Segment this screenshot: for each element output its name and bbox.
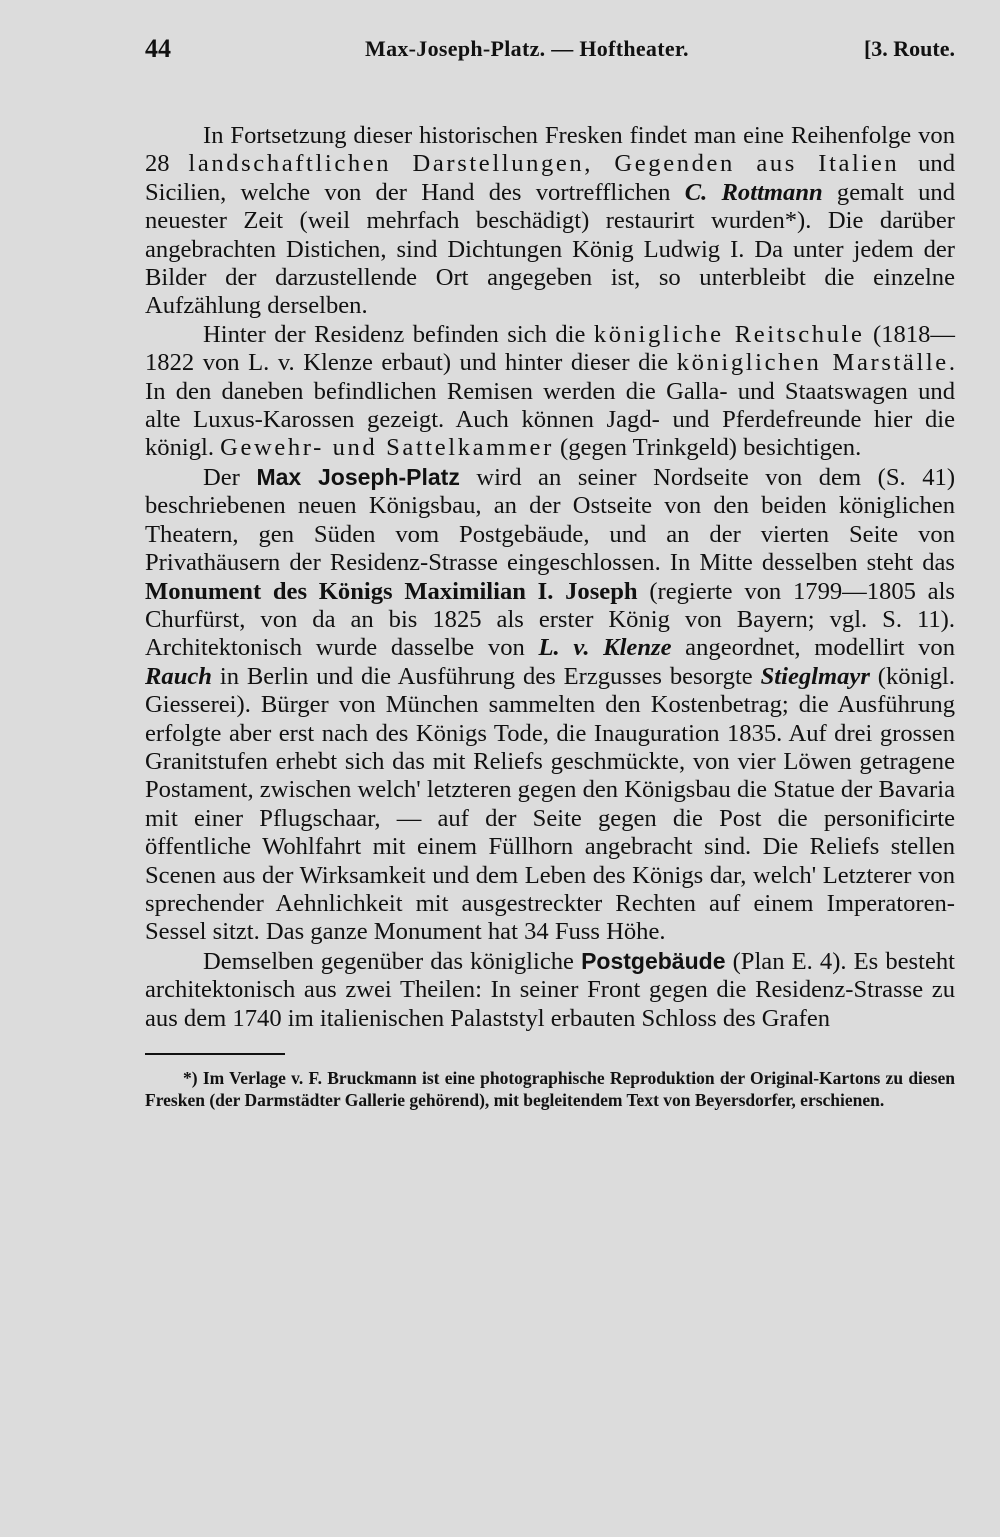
text-run: In Fortsetzung dieser historischen Fresken findet man eine Reihenfolge von 28: [145, 122, 955, 178]
text-run: wird an seiner Nordseite von dem (S. 41) beschriebenen neuen Königsbau, an der Ostseite von den beiden königlichen Theatern, gen Süden vom Postgebäude, und an der vierten Seite von Privathäusern der Residenz-Strasse eingeschlossen. In Mitte desselben steht das: [145, 463, 956, 577]
footnote: *) Im Verlage v. F. Bruckmann ist eine photographische Reproduktion der Original-Kartons zu diesen Fresken (der Darmstädter Gallerie gehörend), mit begleitendem Text von Beyersdorfer, erschienen.: [145, 1068, 955, 1110]
text-run: (königl. Giesserei). Bürger von München sammelten den Kostenbetrag; die Ausführung erfolgte aber erst nach des Königs Tode, die Inauguration 1835. Auf drei grossen Granitstufen erhebt sich das mit Reliefs geschmückte, von vier Löwen getragene Postament, zwischen welch' letzteren gegen den Königsbau die Statue der Bavaria mit einer Pflugschaar, — auf der Seite gegen die Post die personificirte öffentliche Wohlfahrt mit einem Füllhorn angebracht sind. Die Reliefs stellen Scenen aus der Wirksamkeit und dem Leben des Königs dar, welch' Letzterer von sprechender Aehnlichkeit mit ausgestreckter Rechten auf einem Imperatoren-Sessel sitzt. Das ganze Monument hat 34 Fuss Höhe.: [145, 662, 955, 946]
text-run: . In den daneben befindlichen Remisen werden die Galla- und Staatswagen und alte Luxus-Karossen gezeigt. Auch können Jagd- und Pferdefreunde hier die königl.: [145, 349, 955, 462]
spaced-text: landschaftlichen Darstellungen, Gegenden aus Italien: [188, 150, 900, 178]
architect-name: L. v. Klenze: [538, 634, 672, 662]
running-header: [145, 30, 955, 70]
spaced-text: königlichen Marställe: [676, 349, 949, 377]
text-run: Hinter der Residenz befinden sich die: [203, 320, 594, 348]
founder-name: Stieglmayr: [760, 662, 870, 690]
route-label: [3. Route.: [863, 36, 955, 61]
running-title: Max-Joseph-Platz. — Hoftheater.: [365, 36, 689, 61]
artist-name: C. Rottmann: [684, 178, 823, 206]
book-page: [145, 30, 955, 1111]
text-run: (Plan E. 4). Es besteht architektonisch aus zwei Theilen: In seiner Front gegen die Residenz-Strasse zu aus dem 1740 im italienischen Palaststyl erbauten Schloss des Grafen: [145, 947, 955, 1032]
spaced-text: Gewehr- und Sattelkammer: [220, 434, 554, 462]
paragraph-max-joseph-platz: [145, 463, 955, 947]
page-number: 44: [145, 34, 171, 63]
text-run: (gegen Trinkgeld) besichtigen.: [553, 434, 862, 462]
text-run: (regierte von 1799—1805 als Churfürst, von da an bis 1825 als erster König von Bayern; vgl. S. 11). Architektonisch wurde dasselbe von: [145, 577, 955, 662]
paragraph-frescoes: [145, 122, 955, 321]
main-text: [145, 122, 955, 1033]
place-heading: Max Joseph-Platz: [256, 463, 460, 490]
text-run: Demselben gegenüber das königliche: [203, 947, 582, 975]
paragraph-postgebaeude: [145, 947, 955, 1033]
text-run: angeordnet, modellirt von: [671, 634, 955, 662]
place-heading: Postgebäude: [581, 947, 726, 974]
text-run: (1818—1822 von L. v. Klenze erbaut) und hinter dieser die: [145, 320, 955, 377]
sculptor-name: Rauch: [145, 662, 212, 690]
text-run: und Sicilien, welche von der Hand des vortrefflichen: [145, 150, 955, 206]
monument-name: Monument des Königs Maximilian I. Joseph: [145, 577, 638, 605]
text-run: in Berlin und die Ausführung des Erzgusses besorgte: [211, 662, 761, 690]
text-run: Der: [203, 463, 257, 491]
spaced-text: königliche Reitschule: [593, 320, 865, 348]
text-run: gemalt und neuester Zeit (weil mehrfach beschädigt) restaurirt wurden*). Die darüber angebrachten Distichen, sind Dichtungen König Ludwig I. Da unter jedem der Bilder der darzustellende Ort angegeben ist, so unterbleibt die einzelne Aufzählung derselben.: [145, 178, 955, 320]
footnote-rule: [145, 1053, 285, 1055]
paragraph-reitschule: [145, 321, 955, 463]
